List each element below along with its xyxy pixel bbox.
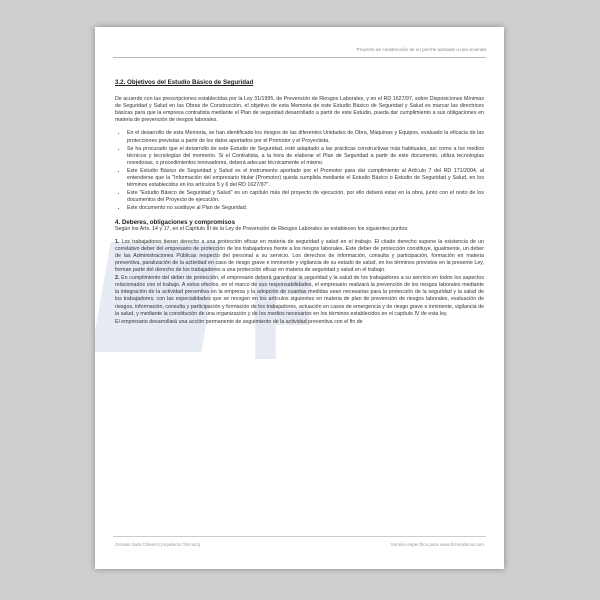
watermark-logo-letter: F	[245, 257, 315, 385]
duties-item-1	[115, 239, 484, 274]
list-item: • Este Estudio Básico de Seguridad y Salud es el instrumento aportado por el Promotor para dar cumplimiento al Artículo 7 del RD 171/2004, al entenderse que la "Información del empresario titular (Promotor) queda cumplida mediante el Estudio Básico o Estudio de Seguridad y Salud, en los términos establecidos en los artículos 5 y 6 del RD 1627/97".	[127, 168, 484, 189]
item-text: Los trabajadores tienen derecho a una protección eficaz en materia de seguridad y salud en el trabajo. El citado derecho supone la existencia de un correlativo deber del empresario de protección de los trabajadores frente a los riesgos laborales. Este deber de protección constituye, igualmente, un deber de las Administraciones Públicas respecto del personal a su servicio. Los derechos de información, consulta y participación, formación en materia preventiva, paralización de la actividad en caso de riesgo grave e inminente y vigilancia de su estado de salud, en los términos previstos en la presente Ley, forman parte del derecho de los trabajadores a una protección eficaz en materia de seguridad y salud en el trabajo.	[115, 238, 484, 274]
document-body	[115, 79, 484, 327]
item-text: En cumplimiento del deber de protección, el empresario deberá garantizar la seguridad y la salud de los trabajadores a su servicio en todos los aspectos relacionados con el trabajo. A estos efectos, en el marco de sus responsabilidades, el empresario realizará la prevención de los riesgos laborales mediante la integración de la actividad preventiva en la empresa y la adopción de cuantas medidas sean necesarias para la protección de la seguridad y la salud de los trabajadores, con las especialidades que se recogen en los artículos siguientes en materia de plan de prevención de riesgos laborales, evaluación de riesgos, información, consulta y participación y formación de los trabajadores, actuación en casos de emergencia y de riesgo grave e inminente, vigilancia de la salud, y mediante la constitución de una organización y de los medios necesarios en los términos establecidos en el capítulo IV de esta ley.	[115, 275, 484, 317]
section-heading-duties: 4. Deberes, obligaciones y compromisos	[115, 218, 236, 226]
objectives-list	[115, 130, 484, 212]
section-heading-objectives: 3.2. Objetivos del Estudio Básico de Seguridad	[115, 79, 254, 86]
footer-divider	[113, 536, 486, 537]
footer-version: Versión específica para www.fichendecia.com	[390, 542, 484, 547]
list-item: • En el desarrollo de esta Memoria, se han identificado los riesgos de las diferentes Unidades de Obra, Máquinas y Equipos, evaluado la eficacia de las protecciones previstas a partir de los datos aportados por el Promotor y el Proyectista.	[127, 130, 484, 144]
duties-closing: El empresario desarrollará una acción permanente de seguimiento de la actividad preventiva con el fin de	[115, 318, 363, 325]
duties-item-2	[115, 275, 484, 318]
document-page	[95, 27, 504, 569]
item-number: 1.	[115, 238, 120, 245]
list-item: • Este "Estudio Básico de Seguridad y Salud" es un capítulo más del proyecto de ejecución, por ello deberá estar en la obra, junto con el resto de los documentos del Proyecto de ejecución.	[127, 190, 484, 204]
footer-author: Octavio Sala Climent (Arquitecto Técnico)	[115, 542, 201, 547]
page-header: Proyecto de construcción de un porche adosado a una vivienda	[356, 47, 486, 52]
objectives-intro: De acuerdo con las prescripciones establecidas por la Ley 31/1995, de Prevención de Riesgos Laborales, y en el RD 1627/97, sobre Disposiciones Mínimas de Seguridad y Salud en las Obras de Construcción, el objetivo de esta Memoria de este Estudio Básico de Seguridad y Salud es marcar las directrices básicas para que la empresa contratista mediante el Plan de seguridad desarrollado a partir de este Estudio, pueda dar cumplimiento a sus obligaciones en materia de prevención de riesgos laborales.	[115, 96, 484, 124]
list-item: • Se ha procurado que el desarrollo de este Estudio de Seguridad, esté adaptado a las prácticas constructivas más habituales, así como a los medios técnicos y tecnologías del momento. Si el Contratista, a la hora de elaborar el Plan de Seguridad a partir de este documento, utiliza tecnologías novedosas, o procedimientos innovadores, deberá adecuar técnicamente el mismo.	[127, 146, 484, 167]
page-footer	[115, 542, 484, 547]
list-item: • Este documento no sustituye al Plan de Seguridad.	[127, 205, 484, 212]
duties-intro: Según los Arts. 14 y 17, en el Capítulo III de la Ley de Prevención de Riesgos Laborales se establecen los siguientes puntos:	[115, 225, 409, 232]
item-number: 2.	[115, 275, 120, 282]
header-divider	[113, 57, 486, 58]
